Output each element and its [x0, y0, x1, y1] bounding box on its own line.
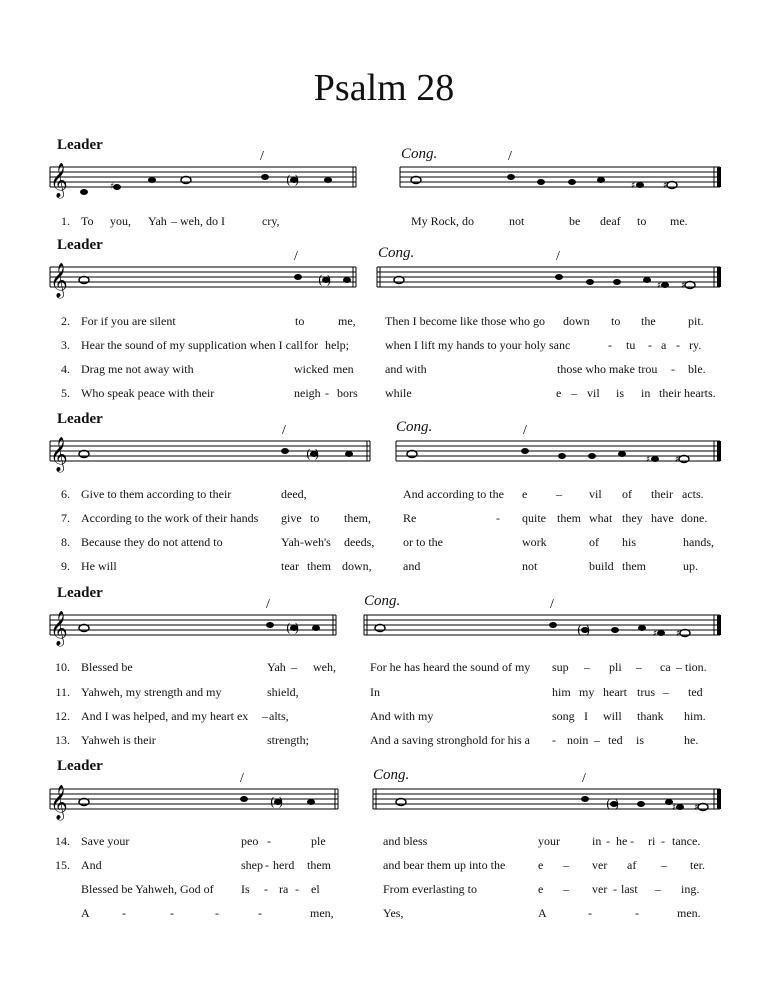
lyric-syllable: Drag me not away with: [81, 362, 194, 376]
lyric-syllable: thank: [637, 709, 664, 723]
lyric-syllable: deaf: [600, 214, 621, 228]
lyric-syllable: Yah: [267, 660, 286, 674]
lyric-syllable: men.: [677, 906, 701, 920]
lyric-syllable: he.: [684, 733, 699, 747]
lyric-syllable: ted: [608, 733, 623, 747]
lyric-syllable: down: [563, 314, 590, 328]
lyric-syllable: –: [655, 882, 661, 896]
lyric-syllable: A: [538, 906, 547, 920]
lyric-syllable: -: [661, 834, 665, 848]
svg-text:𝄞: 𝄞: [50, 611, 68, 646]
lyric-syllable: up.: [683, 559, 698, 573]
lyric-syllable: deed,: [281, 487, 307, 501]
lyric-syllable: acts.: [682, 487, 704, 501]
treble-clef-icon: 𝄞: [50, 163, 68, 198]
lyric-syllable: song: [552, 709, 575, 723]
lyric-syllable: what: [589, 511, 613, 525]
lyric-syllable: my: [579, 685, 595, 699]
svg-text:♯: ♯: [672, 803, 677, 813]
lyric-syllable: ri: [648, 834, 656, 848]
lyric-syllable: In: [370, 685, 380, 699]
lyric-syllable: he: [616, 834, 628, 848]
lyric-syllable: will: [603, 709, 622, 723]
lyric-syllable: not: [509, 214, 525, 228]
lyric-syllable: strength;: [267, 733, 309, 747]
lyric-syllable: ca: [660, 660, 671, 674]
lyric-syllable: neigh: [294, 386, 321, 400]
lyric-syllable: –: [262, 709, 268, 723]
cong-label: Cong.: [364, 593, 401, 609]
lyric-syllable: is: [636, 733, 645, 747]
svg-text:♯: ♯: [676, 629, 681, 639]
lyric-syllable: –: [661, 858, 667, 872]
lyric-syllable: From everlasting to: [383, 882, 477, 896]
lyric-syllable: tear: [281, 559, 299, 573]
lyric-syllable: and with: [385, 362, 427, 376]
lyric-syllable: ver: [592, 858, 608, 872]
svg-text:♯: ♯: [646, 455, 651, 465]
lyric-syllable: to: [637, 214, 647, 228]
verse-number: 7.: [61, 511, 70, 525]
cong-label: Cong.: [396, 419, 433, 435]
lyric-syllable: while: [385, 386, 412, 400]
lyric-syllable: And according to the: [403, 487, 504, 501]
lyric-syllable: deeds,: [344, 535, 375, 549]
lyric-syllable: For he has heard the sound of my: [370, 660, 531, 674]
breath-mark: /: [550, 597, 554, 612]
svg-text:( ): ( ): [318, 273, 332, 287]
lyric-syllable: they: [622, 511, 643, 525]
lyric-syllable: in: [641, 386, 651, 400]
lyric-syllable: them: [307, 858, 331, 872]
breath-mark: /: [294, 249, 298, 264]
lyric-syllable: your: [538, 834, 560, 848]
lyric-syllable: ry.: [689, 338, 702, 352]
lyric-syllable: is: [616, 386, 625, 400]
lyric-syllable: sup: [552, 660, 569, 674]
lyric-syllable: Give to them according to their: [81, 487, 232, 501]
lyric-syllable: ter.: [690, 858, 705, 872]
lyric-syllable: Save your: [81, 834, 130, 848]
lyric-syllable: to: [310, 511, 320, 525]
lyric-syllable: ble.: [688, 362, 706, 376]
lyric-syllable: Blessed be: [81, 660, 133, 674]
lyric-syllable: –: [636, 660, 642, 674]
lyric-syllable: Because they do not attend to: [81, 535, 223, 549]
lyric-syllable: be: [569, 214, 581, 228]
lyric-syllable: tion.: [685, 660, 707, 674]
lyric-syllable: me,: [338, 314, 356, 328]
lyric-syllable: Yahweh, my strength and my: [81, 685, 222, 699]
lyric-syllable: -: [215, 906, 219, 920]
lyric-syllable: those who make trou: [557, 362, 658, 376]
lyric-syllable: –: [594, 733, 600, 747]
lyric-syllable: And I was helped, and my heart ex: [81, 709, 249, 723]
lyric-syllable: heart: [603, 685, 627, 699]
lyric-syllable: pit.: [688, 314, 704, 328]
lyric-syllable: He will: [81, 559, 117, 573]
lyric-syllable: ing.: [681, 882, 700, 896]
lyric-syllable: vil: [589, 487, 602, 501]
lyric-syllable: to: [611, 314, 621, 328]
leader-label: Leader: [57, 585, 103, 601]
lyric-syllable: help;: [325, 338, 349, 352]
lyric-syllable: -: [264, 882, 268, 896]
svg-text:♯: ♯: [110, 182, 115, 192]
lyric-syllable: And with my: [370, 709, 434, 723]
lyric-syllable: e: [538, 882, 544, 896]
lyric-syllable: to: [295, 314, 305, 328]
lyric-syllable: Who speak peace with their: [81, 386, 215, 400]
lyric-syllable: -: [635, 906, 639, 920]
lyric-syllable: –: [584, 660, 590, 674]
lyric-syllable: -: [588, 906, 592, 920]
lyric-syllable: him: [552, 685, 571, 699]
lyric-syllable: Then I become like those who go: [385, 314, 545, 328]
svg-text:♯: ♯: [653, 629, 658, 639]
lyric-syllable: For if you are silent: [81, 314, 176, 328]
verse-number: 3.: [61, 338, 70, 352]
verse-number: 6.: [61, 487, 70, 501]
lyric-syllable: pli: [609, 660, 622, 674]
lyric-syllable: and bear them up into the: [383, 858, 506, 872]
lyric-syllable: peo: [241, 834, 259, 848]
svg-text:( ): ( ): [286, 621, 300, 635]
lyric-syllable: e: [556, 386, 562, 400]
lyric-syllable: -: [606, 834, 610, 848]
lyric-syllable: done.: [681, 511, 708, 525]
breath-mark: /: [508, 149, 512, 164]
lyric-syllable: work: [522, 535, 547, 549]
lyric-syllable: -: [613, 882, 617, 896]
lyric-syllable: them: [557, 511, 581, 525]
lyric-syllable: Is: [241, 882, 250, 896]
lyric-syllable: ted: [688, 685, 703, 699]
lyric-syllable: My Rock, do: [411, 214, 474, 228]
lyric-syllable: -: [170, 906, 174, 920]
lyric-syllable: Yes,: [383, 906, 404, 920]
svg-text:( ): ( ): [306, 447, 320, 461]
leader-label: Leader: [57, 758, 103, 774]
lyric-syllable: –: [563, 858, 569, 872]
lyric-syllable: I: [584, 709, 588, 723]
breath-mark: /: [266, 597, 270, 612]
verse-number: 13.: [55, 733, 70, 747]
lyric-syllable: -: [122, 906, 126, 920]
lyric-syllable: Blessed be Yahweh, God of: [81, 882, 214, 896]
svg-text:♯: ♯: [631, 181, 636, 191]
breath-mark: /: [582, 771, 586, 786]
verse-number: 1.: [61, 214, 70, 228]
lyric-syllable: hands,: [683, 535, 714, 549]
lyric-syllable: –: [663, 685, 669, 699]
lyric-syllable: vil: [587, 386, 600, 400]
lyric-syllable: e: [522, 487, 528, 501]
lyric-syllable: -: [676, 338, 680, 352]
svg-text:𝄞: 𝄞: [50, 263, 68, 298]
lyric-syllable: of: [589, 535, 599, 549]
lyric-syllable: shep: [241, 858, 263, 872]
lyric-syllable: -: [267, 834, 271, 848]
cong-label: Cong.: [373, 767, 410, 783]
svg-text:( ): ( ): [577, 623, 591, 637]
lyric-syllable: –: [291, 660, 297, 674]
lyric-syllable: -: [265, 858, 269, 872]
lyric-syllable: af: [627, 858, 637, 872]
lyric-syllable: build: [589, 559, 614, 573]
lyric-syllable: down,: [342, 559, 372, 573]
svg-text:♯: ♯: [681, 281, 686, 291]
lyric-syllable: for: [304, 338, 318, 352]
lyric-syllable: not: [522, 559, 538, 573]
lyric-syllable: a: [661, 338, 667, 352]
lyric-syllable: them,: [344, 511, 371, 525]
lyric-syllable: ple: [311, 834, 326, 848]
svg-text:𝄞: 𝄞: [50, 437, 68, 472]
svg-text:( ): ( ): [286, 173, 300, 187]
leader-label: Leader: [57, 237, 103, 253]
lyric-syllable: their: [651, 487, 673, 501]
lyric-syllable: ra: [279, 882, 289, 896]
lyric-syllable: -: [325, 386, 329, 400]
lyric-syllable: –: [676, 660, 682, 674]
page-title: Psalm 28: [313, 67, 455, 109]
lyric-syllable: him.: [684, 709, 706, 723]
lyric-syllable: Yah: [281, 535, 300, 549]
lyric-syllable: -: [300, 535, 304, 549]
verse-number: 12.: [55, 709, 70, 723]
lyric-syllable: –: [171, 214, 177, 228]
lyric-syllable: tance.: [672, 834, 701, 848]
lyric-syllable: And: [81, 858, 102, 872]
lyric-syllable: weh,: [313, 660, 336, 674]
lyric-syllable: el: [311, 882, 320, 896]
lyric-syllable: Re: [403, 511, 417, 525]
lyric-syllable: you,: [110, 214, 131, 228]
lyric-syllable: -: [608, 338, 612, 352]
lyric-syllable: -: [648, 338, 652, 352]
leader-staff: [50, 149, 356, 199]
lyric-syllable: quite: [522, 511, 546, 525]
leader-label: Leader: [57, 411, 103, 427]
svg-text:♯: ♯: [663, 181, 668, 191]
breath-mark: /: [260, 149, 264, 164]
verse-number: 10.: [55, 660, 70, 674]
breath-mark: /: [240, 771, 244, 786]
svg-text:𝄞: 𝄞: [50, 785, 68, 820]
lyric-syllable: tu: [626, 338, 636, 352]
lyric-syllable: -: [295, 882, 299, 896]
verse-number: 14.: [55, 834, 70, 848]
lyric-syllable: Hear the sound of my supplication when I call: [81, 338, 303, 352]
verse-number: 2.: [61, 314, 70, 328]
lyric-syllable: herd: [273, 858, 295, 872]
lyric-syllable: To: [81, 214, 94, 228]
lyric-syllable: –: [563, 882, 569, 896]
svg-text:♯: ♯: [675, 455, 680, 465]
lyric-syllable: -: [258, 906, 262, 920]
verse-number: 15.: [55, 858, 70, 872]
svg-text:♯: ♯: [694, 803, 699, 813]
cong-staff: [400, 149, 721, 191]
lyric-syllable: and bless: [383, 834, 428, 848]
breath-mark: /: [282, 423, 286, 438]
svg-text:( ): ( ): [606, 797, 620, 811]
lyric-syllable: men: [333, 362, 354, 376]
lyric-syllable: e: [538, 858, 544, 872]
lyric-syllable: And a saving stronghold for his a: [370, 733, 530, 747]
lyric-syllable: last: [621, 882, 638, 896]
lyric-syllable: when I lift my hands to your holy sanc: [385, 338, 571, 352]
lyric-syllable: their hearts.: [659, 386, 716, 400]
leader-label: Leader: [57, 137, 103, 153]
lyric-syllable: Yahweh is their: [81, 733, 156, 747]
verse-number: 9.: [61, 559, 70, 573]
lyric-syllable: or to the: [403, 535, 443, 549]
lyric-syllable: According to the work of their hands: [81, 511, 259, 525]
lyric-syllable: give: [281, 511, 302, 525]
cong-label: Cong.: [401, 146, 438, 162]
lyric-syllable: -: [630, 834, 634, 848]
lyric-syllable: weh, do I: [180, 214, 225, 228]
lyric-syllable: his: [622, 535, 637, 549]
lyric-syllable: have: [651, 511, 674, 525]
lyric-syllable: the: [641, 314, 656, 328]
svg-text:♯: ♯: [657, 281, 662, 291]
lyric-syllable: alts,: [269, 709, 289, 723]
lyric-syllable: –: [556, 487, 562, 501]
verse-number: 11.: [55, 685, 70, 699]
lyric-syllable: –: [571, 386, 577, 400]
lyric-syllable: men,: [310, 906, 334, 920]
lyric-syllable: of: [622, 487, 632, 501]
lyric-syllable: me.: [670, 214, 688, 228]
lyric-syllable: ver: [592, 882, 608, 896]
lyric-syllable: A: [81, 906, 90, 920]
lyric-syllable: weh's: [304, 535, 331, 549]
breath-mark: /: [556, 249, 560, 264]
lyric-syllable: Yah: [148, 214, 167, 228]
lyric-syllable: them: [307, 559, 331, 573]
lyric-syllable: noin: [567, 733, 589, 747]
verse-number: 5.: [61, 386, 70, 400]
lyric-syllable: them: [622, 559, 646, 573]
lyric-syllable: in: [592, 834, 602, 848]
lyric-syllable: and: [403, 559, 421, 573]
lyric-syllable: -: [552, 733, 556, 747]
lyric-syllable: cry,: [262, 214, 280, 228]
lyric-syllable: trus: [637, 685, 655, 699]
lyric-syllable: -: [496, 511, 500, 525]
svg-text:( ): ( ): [270, 795, 284, 809]
cong-label: Cong.: [378, 245, 415, 261]
lyric-syllable: shield,: [267, 685, 299, 699]
breath-mark: /: [523, 423, 527, 438]
lyric-syllable: -: [671, 362, 675, 376]
lyric-syllable: wicked: [294, 362, 329, 376]
lyric-syllable: bors: [337, 386, 358, 400]
verse-number: 8.: [61, 535, 70, 549]
verse-number: 4.: [61, 362, 70, 376]
